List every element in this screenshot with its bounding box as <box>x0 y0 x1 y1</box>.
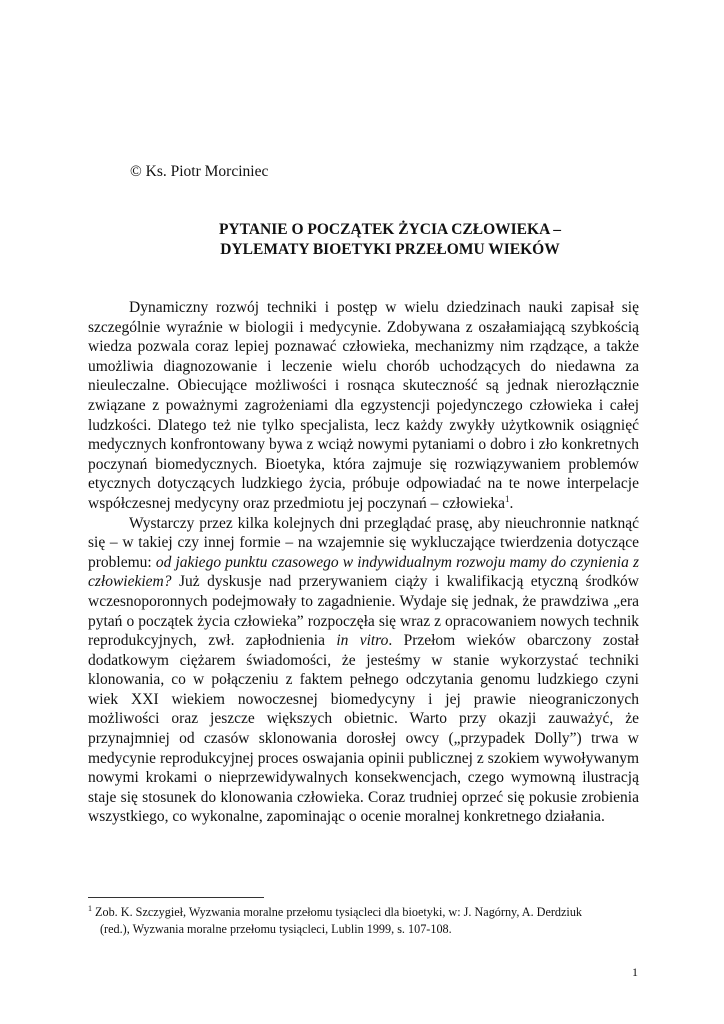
paragraph-2-text-2: Już dyskusje nad przerywaniem ciąży i kwalifikacją etyczną środków wczesnoporonnych podejmowały to zagadnienie. Wydaje się jednak, że prawdziwa „era pytań o początek życia człowieka” rozpoczęła się wraz z opracowaniem nowych technik reprodukcyjnych, zwł. zapłodnienia <box>88 573 639 650</box>
article-title <box>90 220 690 260</box>
paragraph-1-end: . <box>509 494 514 512</box>
paragraph-2-text-1: Wystarczy przez kilka kolejnych dni przeglądać prasę, aby nieuchronnie natknąć się – w takiej czy innej formie – na wzajemnie się wykluczające twierdzenia dotyczące problemu: <box>88 514 639 571</box>
title-line-1: PYTANIE O POCZĄTEK ŻYCIA CZŁOWIEKA – <box>218 221 562 238</box>
title-line-2: DYLEMATY BIOETYKI PRZEŁOMU WIEKÓW <box>220 241 560 258</box>
footnote-text-1: Zob. K. Szczygieł, Wyzwania moralne przełomu tysiącleci dla bioetyki, w: J. Nagórny, A. Derdziuk <box>92 905 583 919</box>
paragraph-2-italic-question: od jakiego punktu czasowego w indywidualnym rozwoju mamy do czynienia z człowiekiem? <box>88 553 639 591</box>
footnote-line-1 <box>88 904 644 921</box>
paragraph-2 <box>88 514 639 828</box>
author-line: © Ks. Piotr Morciniec <box>130 163 269 180</box>
footnote-separator <box>88 897 264 898</box>
footnote <box>88 904 644 938</box>
page-number: 1 <box>632 965 638 979</box>
footnote-number: 1 <box>88 903 92 913</box>
paragraph-2-italic-in-vitro: in vitro <box>336 632 389 650</box>
article-body <box>88 298 639 827</box>
paragraph-1-text: Dynamiczny rozwój techniki i postęp w wielu dziedzinach nauki zapisał się szczególnie wyraźnie w biologii i medycynie. Zdobywana z oszałamiającą szybkością wiedza pozwala coraz lepiej poznawać człowieka, mechanizmy nim rządzące, a także umożliwia diagnozowanie i leczenie wielu chorób uchodzących do niedawna za nieuleczalne. Obiecujące możliwości i rosnąca skuteczność są jednak nierozłącznie związane z poważnymi zagrożeniami dla egzystencji pojedynczego człowieka i całej ludzkości. Dlatego też nie tylko specjalista, lecz każdy zwykły użytkownik osiągnięć medycznych konfrontowany bywa z wciąż nowymi pytaniami o dobro i zło konkretnych poczynań biomedycznych. Bioetyka, która zajmuje się rozwiązywaniem problemów etycznych dotyczących ludzkiego życia, próbuje odpowiadać na te nowe interpelacje współczesnej medycyny oraz przedmiotu jej poczynań – człowieka <box>88 299 639 512</box>
footnote-line-2: (red.), Wyzwania moralne przełomu tysiącleci, Lublin 1999, s. 107-108. <box>100 922 452 936</box>
paragraph-2-text-3: . Przełom wieków obarczony został dodatkowym ciężarem świadomości, że jesteśmy w stanie wykorzystać techniki klonowania, co w połączeniu z faktem pełnego odczytania genomu ludzkiego czyni wiek XXI wiekiem nowoczesnej biomedycyny i jej prawie nieograniczonych możliwości oraz jeszcze większych obietnic. Warto przy okazji zauważyć, że przynajmniej od czasów sklonowania dorosłej owcy („przypadek Dolly”) trwa w medycynie reprodukcyjnej proces oswajania opinii publicznej z szokiem wywoływanym nowymi krokami o nieprzewidywalnych konsekwencjach, czego wymowną ilustracją staje się stosunek do klonowania człowieka. Coraz trudniej oprzeć się pokusie zrobienia wszystkiego, co wykonalne, zapominając o ocenie moralnej konkretnego działania. <box>88 632 639 826</box>
paragraph-1 <box>88 298 639 514</box>
footnote-reference: 1 <box>505 493 510 504</box>
